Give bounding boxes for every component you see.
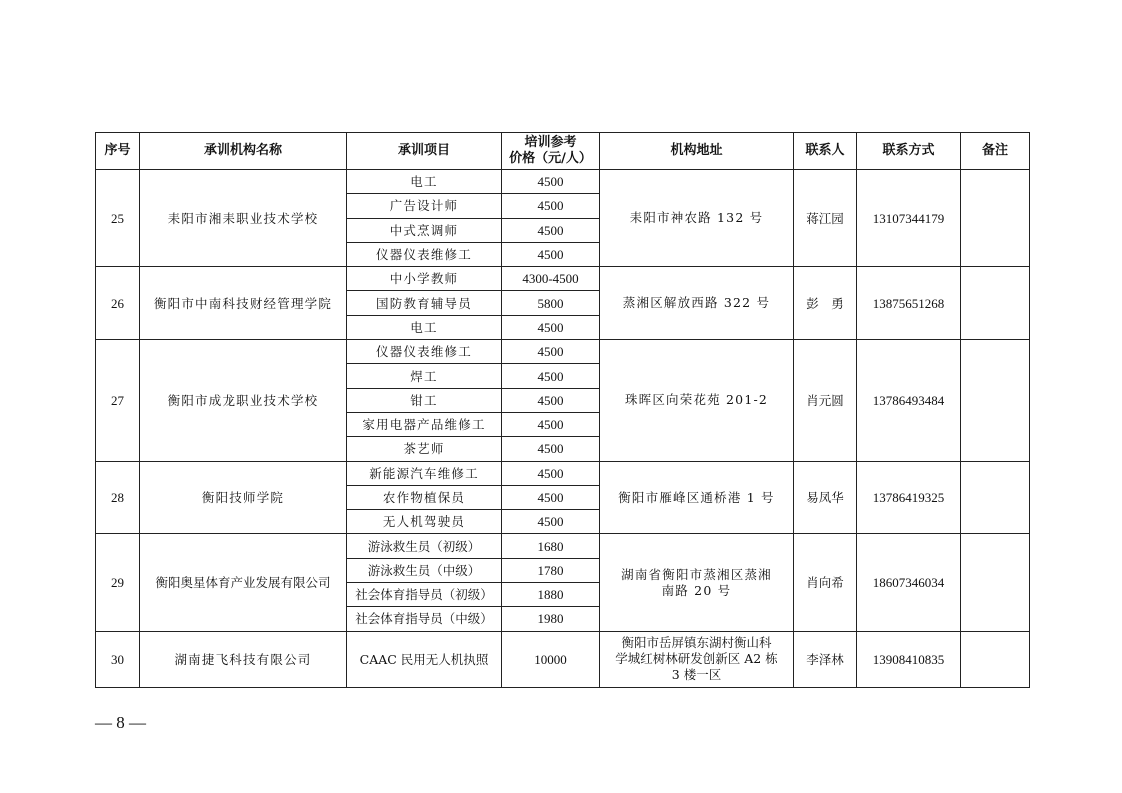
institution-address: 耒阳市神农路 132 号 <box>600 170 794 267</box>
header-no: 序号 <box>96 133 140 170</box>
institution-name: 衡阳技师学院 <box>140 461 347 534</box>
institution-address <box>600 534 794 631</box>
institution-name: 衡阳市成龙职业技术学校 <box>140 340 347 461</box>
program-price: 4300-4500 <box>502 267 600 291</box>
program-price: 4500 <box>502 218 600 242</box>
program-price: 4500 <box>502 315 600 339</box>
program-price: 4500 <box>502 388 600 412</box>
program-price: 4500 <box>502 485 600 509</box>
header-contact: 联系人 <box>794 133 857 170</box>
row-no: 28 <box>96 461 140 534</box>
program-name: CAAC 民用无人机执照 <box>347 631 502 687</box>
header-price-line-2: 价格（元/人） <box>509 151 592 166</box>
note-cell <box>961 340 1030 461</box>
program-name: 家用电器产品维修工 <box>347 412 502 436</box>
header-price-line-1: 培训参考 <box>524 135 577 150</box>
program-name: 电工 <box>347 170 502 194</box>
address-line: 南路 20 号 <box>661 582 732 598</box>
contact-person: 蒋江园 <box>794 170 857 267</box>
institution-name: 衡阳市中南科技财经管理学院 <box>140 267 347 340</box>
note-cell <box>961 267 1030 340</box>
program-price: 1980 <box>502 607 600 631</box>
program-price: 4500 <box>502 364 600 388</box>
program-name: 无人机驾驶员 <box>347 510 502 534</box>
contact-phone: 13786493484 <box>857 340 961 461</box>
program-name: 游泳救生员（中级） <box>347 558 502 582</box>
institution-address <box>600 631 794 687</box>
address-line: 衡阳市岳屏镇东湖村衡山科 <box>621 635 772 651</box>
row-no: 26 <box>96 267 140 340</box>
program-name: 广告设计师 <box>347 194 502 218</box>
contact-person: 肖向希 <box>794 534 857 631</box>
program-price: 4500 <box>502 340 600 364</box>
header-program: 承训项目 <box>347 133 502 170</box>
institution-name: 耒阳市湘耒职业技术学校 <box>140 170 347 267</box>
program-name: 钳工 <box>347 388 502 412</box>
header-price <box>502 133 600 170</box>
program-name: 中式烹调师 <box>347 218 502 242</box>
program-name: 茶艺师 <box>347 437 502 461</box>
row-no: 30 <box>96 631 140 687</box>
address-line: 3 楼一区 <box>671 667 722 683</box>
header-phone: 联系方式 <box>857 133 961 170</box>
program-name: 农作物植保员 <box>347 485 502 509</box>
program-price: 4500 <box>502 170 600 194</box>
address-line: 湖南省衡阳市蒸湘区蒸湘 <box>621 566 772 582</box>
program-price: 1680 <box>502 534 600 558</box>
page-number: — 8 — <box>95 713 146 732</box>
header-institution: 承训机构名称 <box>140 133 347 170</box>
program-price: 4500 <box>502 461 600 485</box>
program-price: 5800 <box>502 291 600 315</box>
program-price: 4500 <box>502 412 600 436</box>
program-price: 4500 <box>502 194 600 218</box>
program-name: 电工 <box>347 315 502 339</box>
institution-address: 衡阳市雁峰区通桥港 1 号 <box>600 461 794 534</box>
program-name: 仪器仪表维修工 <box>347 340 502 364</box>
program-name: 游泳救生员（初级） <box>347 534 502 558</box>
program-name: 焊工 <box>347 364 502 388</box>
program-name: 新能源汽车维修工 <box>347 461 502 485</box>
note-cell <box>961 170 1030 267</box>
note-cell <box>961 461 1030 534</box>
row-no: 29 <box>96 534 140 631</box>
program-name: 国防教育辅导员 <box>347 291 502 315</box>
institution-name: 衡阳奥星体育产业发展有限公司 <box>140 534 347 631</box>
institution-name: 湖南捷飞科技有限公司 <box>140 631 347 687</box>
contact-person: 彭 勇 <box>794 267 857 340</box>
contact-person: 肖元圆 <box>794 340 857 461</box>
header-address: 机构地址 <box>600 133 794 170</box>
program-price: 1880 <box>502 583 600 607</box>
program-price: 10000 <box>502 631 600 687</box>
contact-phone: 18607346034 <box>857 534 961 631</box>
program-name: 社会体育指导员（中级） <box>347 607 502 631</box>
institution-address: 珠晖区向荣花苑 201-2 <box>600 340 794 461</box>
table-row <box>96 340 1030 364</box>
program-price: 1780 <box>502 558 600 582</box>
contact-phone: 13107344179 <box>857 170 961 267</box>
program-price: 4500 <box>502 437 600 461</box>
table-row <box>96 461 1030 485</box>
contact-person: 易凤华 <box>794 461 857 534</box>
table-row <box>96 170 1030 194</box>
contact-phone: 13786419325 <box>857 461 961 534</box>
program-name: 社会体育指导员（初级） <box>347 583 502 607</box>
contact-person: 李泽林 <box>794 631 857 687</box>
table-header-row <box>96 133 1030 170</box>
header-note: 备注 <box>961 133 1030 170</box>
table-row <box>96 534 1030 558</box>
note-cell <box>961 534 1030 631</box>
table-row <box>96 631 1030 687</box>
institution-address: 蒸湘区解放西路 322 号 <box>600 267 794 340</box>
table-row <box>96 267 1030 291</box>
contact-phone: 13908410835 <box>857 631 961 687</box>
program-name: 仪器仪表维修工 <box>347 242 502 266</box>
training-institutions-table <box>95 132 1030 688</box>
program-price: 4500 <box>502 510 600 534</box>
contact-phone: 13875651268 <box>857 267 961 340</box>
program-name: 中小学教师 <box>347 267 502 291</box>
row-no: 25 <box>96 170 140 267</box>
row-no: 27 <box>96 340 140 461</box>
program-price: 4500 <box>502 242 600 266</box>
address-line: 学城红树林研发创新区 A2 栋 <box>615 651 778 667</box>
note-cell <box>961 631 1030 687</box>
